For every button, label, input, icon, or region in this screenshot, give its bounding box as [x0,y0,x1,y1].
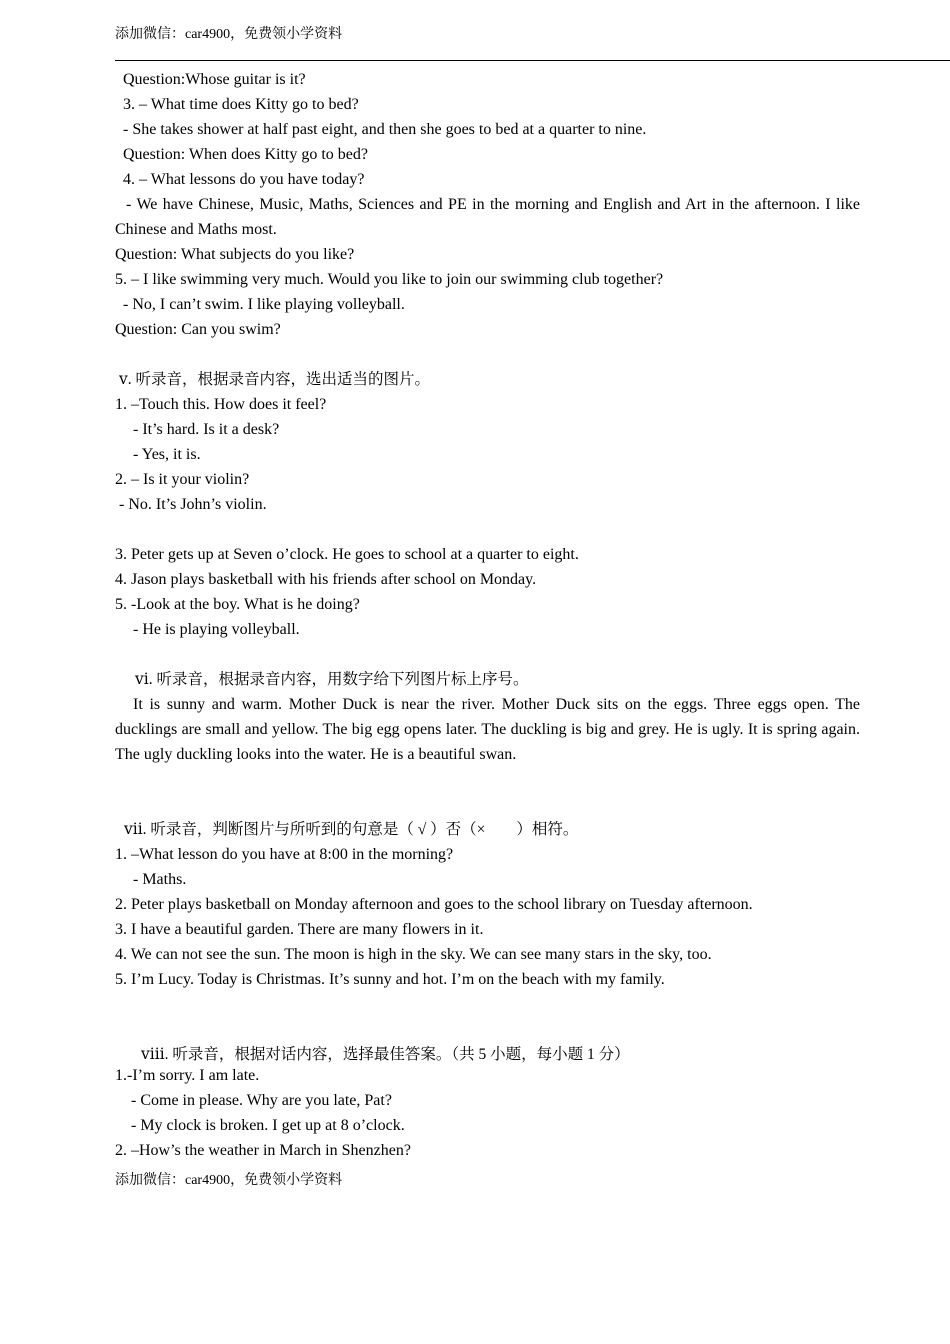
question-line: Question: Can you swim? [115,321,281,338]
question-line: Question: When does Kitty go to bed? [123,146,368,163]
section-6-heading: ⅵ. 听录音，根据录音内容，用数字给下列图片标上序号。 [135,671,529,688]
dialogue-line: 3. – What time does Kitty go to bed? [123,96,359,113]
dialogue-line: 1. –Touch this. How does it feel? [115,396,327,413]
sentence-line: 5. I’m Lucy. Today is Christmas. It’s sunny and hot. I’m on the beach with my family. [115,971,665,988]
dialogue-line: 4. – What lessons do you have today? [123,171,365,188]
spacer [115,342,860,367]
sentence-line: 4. Jason plays basketball with his friends after school on Monday. [115,571,537,588]
dialogue-line: - No. It’s John’s violin. [119,496,267,513]
section-8-heading: ⅷ. 听录音，根据对话内容，选择最佳答案。（共 5 小题，每小题 1 分） [141,1046,630,1063]
dialogue-line: - Maths. [133,871,187,888]
dialogue-line: - She takes shower at half past eight, and then she goes to bed at a quarter to nine. [123,121,647,138]
sentence-line: 3. I have a beautiful garden. There are many flowers in it. [115,921,484,938]
header-wechat-note: 添加微信：car4900，免费领小学资料 [115,27,343,42]
dialogue-line: 1.-I’m sorry. I am late. [115,1067,260,1084]
sentence-line: 4. We can not see the sun. The moon is high in the sky. We can see many stars in the sky, too. [115,946,712,963]
spacer [115,517,860,542]
dialogue-line: - Yes, it is. [133,446,201,463]
footer-wechat-note: 添加微信：car4900，免费领小学资料 [115,1173,343,1188]
document-body [115,67,860,1163]
dialogue-line: 5. -Look at the boy. What is he doing? [115,596,360,613]
dialogue-line: 1. –What lesson do you have at 8:00 in the morning? [115,846,454,863]
dialogue-line: - Come in please. Why are you late, Pat? [131,1092,392,1109]
section-7-heading: ⅶ. 听录音，判断图片与所听到的句意是（ √ ）否（× ）相符。 [124,821,579,838]
spacer [115,992,860,1042]
question-line: Question: What subjects do you like? [115,246,355,263]
dialogue-line: - It’s hard. Is it a desk? [133,421,280,438]
dialogue-line: - My clock is broken. I get up at 8 o’clock. [131,1117,405,1134]
dialogue-line: - He is playing volleyball. [133,621,300,638]
dialogue-line: 5. – I like swimming very much. Would you like to join our swimming club together? [115,271,664,288]
spacer [115,767,860,817]
dialogue-line: 2. –How’s the weather in March in Shenzhen? [115,1142,411,1159]
section-5-heading: ⅴ. 听录音，根据录音内容，选出适当的图片。 [119,371,431,388]
question-line: Question:Whose guitar is it? [123,71,306,88]
dialogue-paragraph: - We have Chinese, Music, Maths, Sciences and PE in the morning and English and Art in the afternoon. I like Chinese and Maths most. [115,196,860,238]
dialogue-line: 2. – Is it your violin? [115,471,250,488]
sentence-line: 2. Peter plays basketball on Monday afternoon and goes to the school library on Tuesday afternoon. [115,896,753,913]
dialogue-line: - No, I can’t swim. I like playing volleyball. [123,296,405,313]
story-paragraph: It is sunny and warm. Mother Duck is near the river. Mother Duck sits on the eggs. Three eggs open. The ducklings are small and yellow. The big egg opens later. The duckling is big and grey. He is ugly. It is spring again. The ugly duckling looks into the water. He is a beautiful swan. [115,696,860,763]
sentence-line: 3. Peter gets up at Seven o’clock. He goes to school at a quarter to eight. [115,546,579,563]
spacer [115,642,860,667]
header-divider [115,60,950,61]
